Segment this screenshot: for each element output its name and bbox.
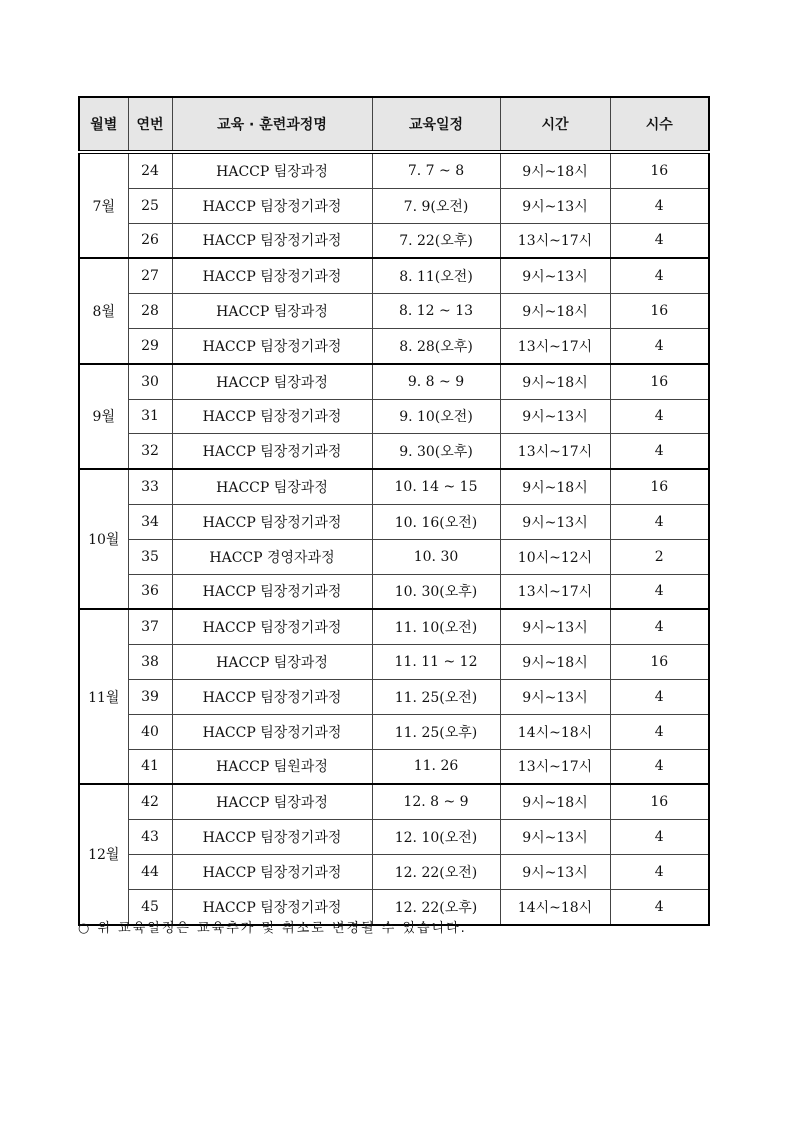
- table-row: [79, 574, 709, 609]
- table-row: [79, 539, 709, 574]
- table-row: [79, 784, 709, 819]
- course-cell: HACCP 팀장정기과정: [172, 889, 372, 924]
- seq-cell: 25: [128, 188, 172, 223]
- header-course: 교육 · 훈련과정명: [172, 97, 372, 152]
- seq-cell: 35: [128, 539, 172, 574]
- time-cell: 9시~13시: [500, 258, 610, 293]
- seq-cell: 44: [128, 854, 172, 889]
- table-row: [79, 152, 709, 188]
- date-cell: 11. 10(오전): [372, 609, 500, 644]
- hours-cell: 16: [610, 469, 709, 504]
- hours-cell: 2: [610, 539, 709, 574]
- table-row: [79, 714, 709, 749]
- seq-cell: 27: [128, 258, 172, 293]
- hours-cell: 16: [610, 645, 709, 680]
- table-body: [79, 152, 709, 925]
- table-row: [79, 749, 709, 784]
- seq-cell: 39: [128, 679, 172, 714]
- table-row: [79, 258, 709, 293]
- month-cell: 9월: [79, 364, 128, 469]
- time-cell: 9시~18시: [500, 152, 610, 188]
- month-cell: 10월: [79, 469, 128, 609]
- time-cell: 9시~13시: [500, 188, 610, 223]
- date-cell: 9. 10(오전): [372, 399, 500, 434]
- table-row: [79, 188, 709, 223]
- time-cell: 9시~13시: [500, 609, 610, 644]
- date-cell: 9. 8 ~ 9: [372, 364, 500, 399]
- time-cell: 9시~18시: [500, 294, 610, 329]
- course-cell: HACCP 팀장정기과정: [172, 714, 372, 749]
- table-row: [79, 328, 709, 363]
- time-cell: 9시~13시: [500, 854, 610, 889]
- seq-cell: 26: [128, 223, 172, 258]
- date-cell: 9. 30(오후): [372, 434, 500, 469]
- course-cell: HACCP 팀원과정: [172, 749, 372, 784]
- seq-cell: 29: [128, 328, 172, 363]
- course-cell: HACCP 팀장정기과정: [172, 504, 372, 539]
- course-cell: HACCP 팀장정기과정: [172, 399, 372, 434]
- course-cell: HACCP 팀장과정: [172, 294, 372, 329]
- table-row: [79, 469, 709, 504]
- hours-cell: 4: [610, 258, 709, 293]
- hours-cell: 4: [610, 188, 709, 223]
- table-row: [79, 364, 709, 399]
- course-cell: HACCP 팀장정기과정: [172, 609, 372, 644]
- seq-cell: 28: [128, 294, 172, 329]
- hours-cell: 4: [610, 749, 709, 784]
- month-cell: 8월: [79, 258, 128, 363]
- time-cell: 9시~13시: [500, 679, 610, 714]
- date-cell: 12. 8 ~ 9: [372, 784, 500, 819]
- seq-cell: 34: [128, 504, 172, 539]
- seq-cell: 31: [128, 399, 172, 434]
- course-cell: HACCP 팀장정기과정: [172, 328, 372, 363]
- time-cell: 14시~18시: [500, 714, 610, 749]
- seq-cell: 40: [128, 714, 172, 749]
- date-cell: 12. 22(오후): [372, 889, 500, 924]
- table-header-row: [79, 97, 709, 152]
- time-cell: 13시~17시: [500, 749, 610, 784]
- header-seq: 연번: [128, 97, 172, 152]
- course-cell: HACCP 팀장정기과정: [172, 434, 372, 469]
- time-cell: 9시~13시: [500, 504, 610, 539]
- time-cell: 10시~12시: [500, 539, 610, 574]
- seq-cell: 24: [128, 152, 172, 188]
- table-row: [79, 223, 709, 258]
- header-date: 교육일정: [372, 97, 500, 152]
- time-cell: 9시~13시: [500, 399, 610, 434]
- time-cell: 9시~18시: [500, 469, 610, 504]
- seq-cell: 41: [128, 749, 172, 784]
- date-cell: 10. 30(오후): [372, 574, 500, 609]
- date-cell: 7. 22(오후): [372, 223, 500, 258]
- time-cell: 9시~18시: [500, 784, 610, 819]
- hours-cell: 4: [610, 820, 709, 855]
- date-cell: 10. 14 ~ 15: [372, 469, 500, 504]
- course-cell: HACCP 팀장정기과정: [172, 258, 372, 293]
- table-row: [79, 820, 709, 855]
- table-row: [79, 504, 709, 539]
- course-cell: HACCP 팀장정기과정: [172, 223, 372, 258]
- course-cell: HACCP 팀장정기과정: [172, 679, 372, 714]
- course-cell: HACCP 팀장정기과정: [172, 820, 372, 855]
- header-month: 월별: [79, 97, 128, 152]
- hours-cell: 4: [610, 609, 709, 644]
- table-row: [79, 645, 709, 680]
- seq-cell: 32: [128, 434, 172, 469]
- training-schedule-table: [78, 96, 710, 926]
- schedule-note: ○ 위 교육일정은 교육추가 및 취소로 변경될 수 있습니다.: [78, 921, 467, 936]
- table-row: [79, 294, 709, 329]
- header-hours: 시수: [610, 97, 709, 152]
- course-cell: HACCP 팀장과정: [172, 469, 372, 504]
- seq-cell: 45: [128, 889, 172, 924]
- seq-cell: 38: [128, 645, 172, 680]
- seq-cell: 37: [128, 609, 172, 644]
- hours-cell: 16: [610, 152, 709, 188]
- hours-cell: 4: [610, 328, 709, 363]
- table-row: [79, 434, 709, 469]
- date-cell: 11. 26: [372, 749, 500, 784]
- hours-cell: 4: [610, 434, 709, 469]
- table-row: [79, 679, 709, 714]
- date-cell: 10. 30: [372, 539, 500, 574]
- course-cell: HACCP 팀장정기과정: [172, 574, 372, 609]
- time-cell: 14시~18시: [500, 889, 610, 924]
- date-cell: 12. 10(오전): [372, 820, 500, 855]
- seq-cell: 30: [128, 364, 172, 399]
- hours-cell: 16: [610, 364, 709, 399]
- month-cell: 11월: [79, 609, 128, 784]
- date-cell: 8. 12 ~ 13: [372, 294, 500, 329]
- time-cell: 9시~13시: [500, 820, 610, 855]
- time-cell: 13시~17시: [500, 434, 610, 469]
- date-cell: 10. 16(오전): [372, 504, 500, 539]
- date-cell: 11. 11 ~ 12: [372, 645, 500, 680]
- hours-cell: 4: [610, 504, 709, 539]
- time-cell: 9시~18시: [500, 364, 610, 399]
- seq-cell: 36: [128, 574, 172, 609]
- course-cell: HACCP 팀장과정: [172, 645, 372, 680]
- date-cell: 8. 11(오전): [372, 258, 500, 293]
- month-cell: 7월: [79, 152, 128, 258]
- date-cell: 7. 9(오전): [372, 188, 500, 223]
- hours-cell: 4: [610, 714, 709, 749]
- table-row: [79, 399, 709, 434]
- seq-cell: 43: [128, 820, 172, 855]
- time-cell: 13시~17시: [500, 574, 610, 609]
- month-cell: 12월: [79, 784, 128, 924]
- table-row: [79, 609, 709, 644]
- hours-cell: 4: [610, 399, 709, 434]
- seq-cell: 33: [128, 469, 172, 504]
- time-cell: 13시~17시: [500, 328, 610, 363]
- date-cell: 11. 25(오후): [372, 714, 500, 749]
- course-cell: HACCP 팀장과정: [172, 784, 372, 819]
- table-row: [79, 854, 709, 889]
- date-cell: 7. 7 ~ 8: [372, 152, 500, 188]
- seq-cell: 42: [128, 784, 172, 819]
- hours-cell: 16: [610, 294, 709, 329]
- course-cell: HACCP 경영자과정: [172, 539, 372, 574]
- time-cell: 13시~17시: [500, 223, 610, 258]
- course-cell: HACCP 팀장과정: [172, 364, 372, 399]
- hours-cell: 4: [610, 223, 709, 258]
- hours-cell: 4: [610, 574, 709, 609]
- date-cell: 11. 25(오전): [372, 679, 500, 714]
- hours-cell: 4: [610, 854, 709, 889]
- course-cell: HACCP 팀장과정: [172, 152, 372, 188]
- hours-cell: 4: [610, 679, 709, 714]
- course-cell: HACCP 팀장정기과정: [172, 854, 372, 889]
- header-time: 시간: [500, 97, 610, 152]
- hours-cell: 16: [610, 784, 709, 819]
- date-cell: 12. 22(오전): [372, 854, 500, 889]
- time-cell: 9시~18시: [500, 645, 610, 680]
- date-cell: 8. 28(오후): [372, 328, 500, 363]
- course-cell: HACCP 팀장정기과정: [172, 188, 372, 223]
- hours-cell: 4: [610, 889, 709, 924]
